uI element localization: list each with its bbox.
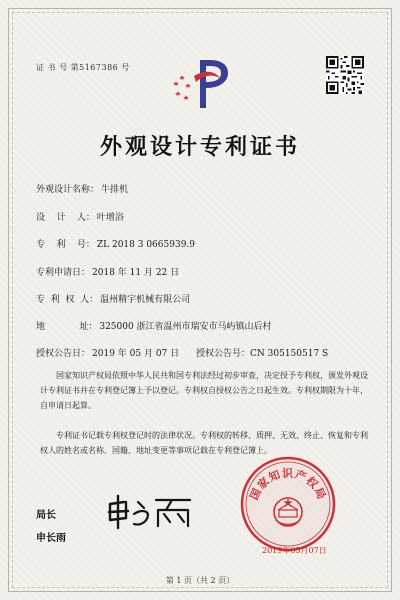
certificate-number: 证 书 号 第5167386 号 (36, 63, 130, 72)
seal-date: 2019年05月07日 (262, 546, 327, 555)
seal-text: 国家知识产权局 (247, 467, 329, 502)
designer-field (36, 210, 124, 223)
page-indicator: 第 1 页（共 2 页） (165, 576, 235, 585)
handwritten-signature-icon (104, 492, 194, 532)
grant-date-field (36, 346, 179, 359)
patentee-label: 专 利 权 人： (36, 295, 99, 305)
design-name-value: 牛排机 (101, 185, 129, 195)
grant-statement-paragraph: 国家知识产权局依照中华人民共和国专利法经过初步审查，决定授予专利权，颁发外观设计专利证书并在专利登记簿上予以登记。专利权自授权公告之日起生效。专利权期限为十年，自申请日起算。 (40, 371, 368, 410)
designer-label: 设 计 人： (36, 213, 95, 223)
patent-number-value: ZL 2018 3 0665939.9 (96, 240, 196, 250)
signatory-block (36, 506, 66, 552)
filing-date-label: 专利申请日： (36, 268, 91, 278)
design-name-label: 外观设计名称： (36, 185, 100, 195)
filing-date-value: 2018 年 11 月 22 日 (92, 268, 180, 278)
address-field (36, 319, 272, 332)
address-value: 325000 浙江省温州市瑞安市马屿镇山后村 (99, 322, 272, 332)
patent-number-field (36, 237, 195, 250)
patentee-field (36, 292, 190, 305)
grant-number-value: CN 305150517 S (250, 349, 329, 359)
signatory-name: 申长雨 (36, 533, 66, 544)
filing-date-field (36, 265, 179, 278)
grant-number-field (196, 346, 328, 359)
patent-office-emblem-icon (170, 56, 234, 112)
design-name-field (36, 182, 128, 195)
designer-value: 叶增浴 (96, 213, 124, 223)
official-seal-icon (238, 454, 338, 554)
qr-code-icon (326, 56, 364, 94)
patent-number-label: 专 利 号： (36, 240, 95, 250)
address-label: 地 址： (36, 322, 98, 332)
patentee-value: 温州精宇机械有限公司 (100, 295, 191, 305)
grant-date-value: 2019 年 05 月 07 日 (92, 349, 180, 359)
signatory-title: 局长 (36, 510, 56, 521)
legal-status-paragraph: 专利证书记载专利权登记时的法律状况。专利权的转移、质押、无效、终止、恢复和专利权人的姓名或名称、国籍、地址变更等事项记载在专利登记簿上。 (40, 431, 368, 455)
grant-date-label: 授权公告日： (36, 349, 91, 359)
certificate-title: 外观设计专利证书 (99, 134, 300, 160)
grant-number-label: 授权公告号： (196, 349, 251, 359)
